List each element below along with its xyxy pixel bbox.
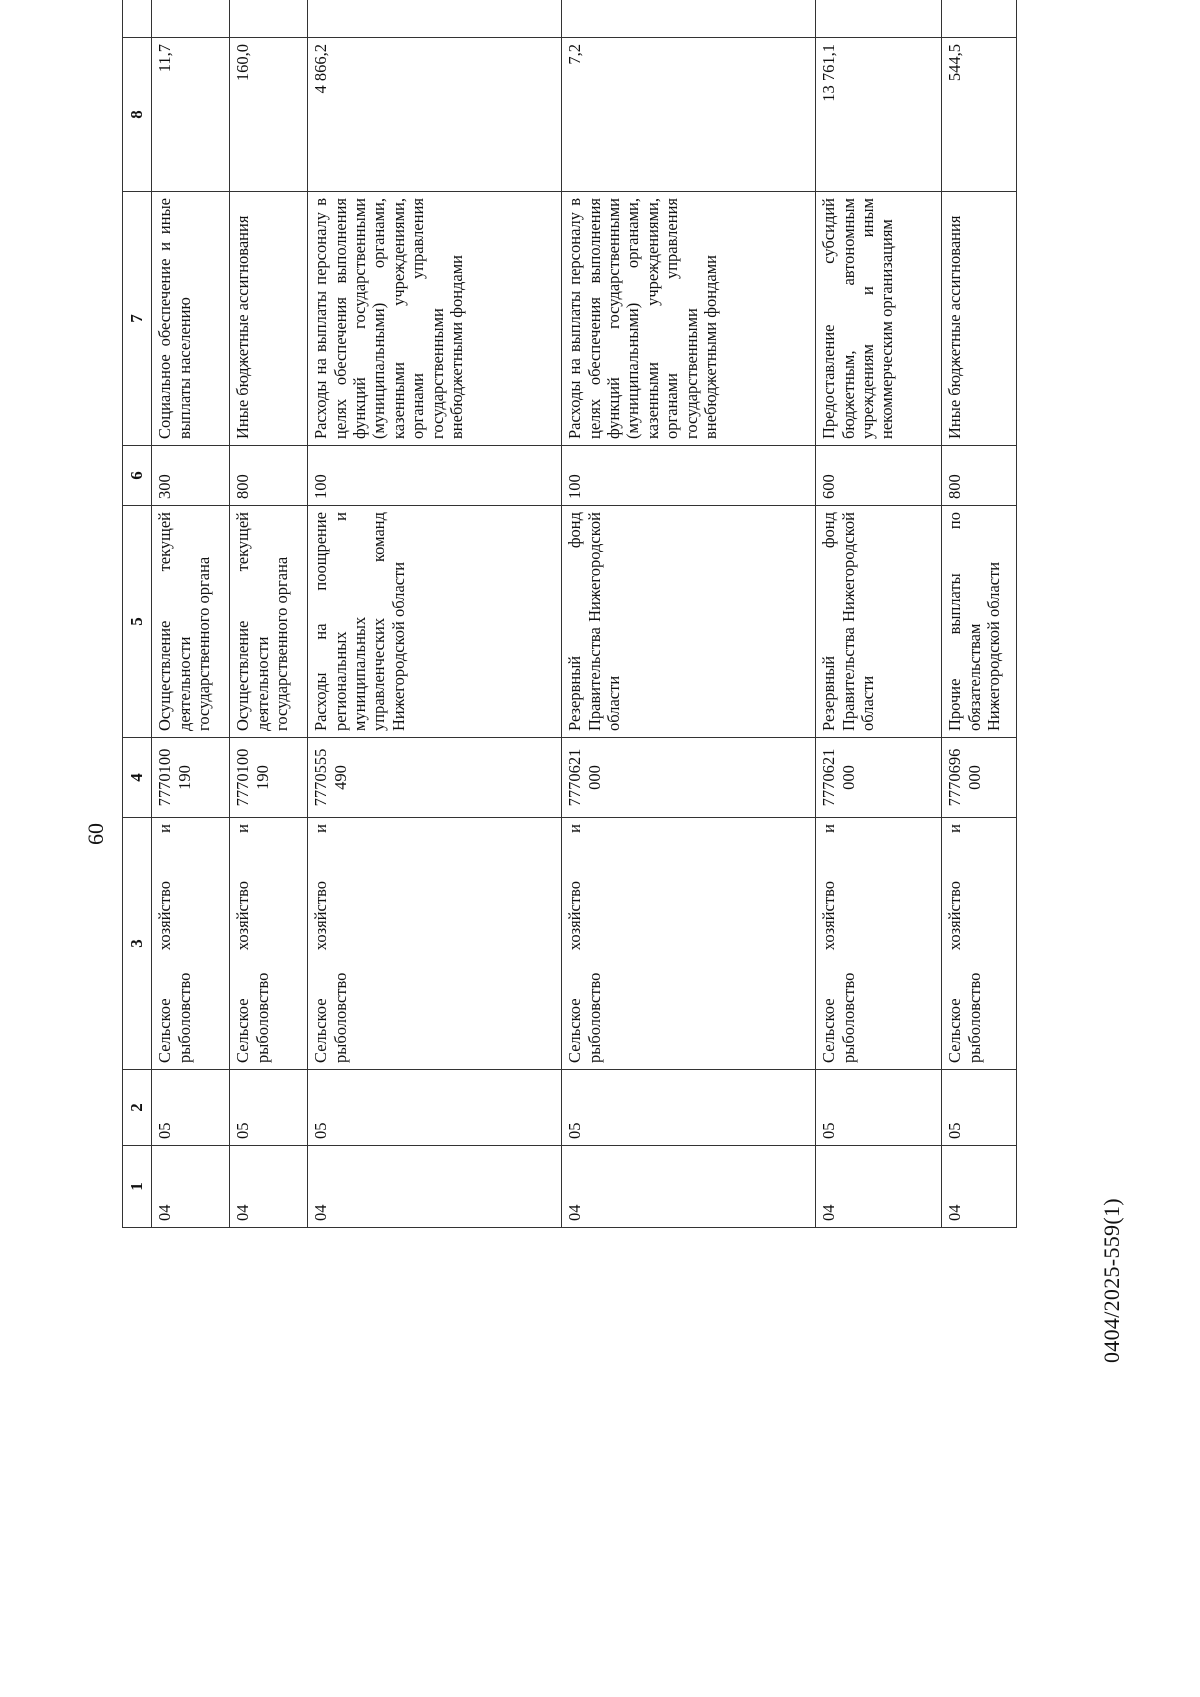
target-article-part1: 7770696 [945,748,965,807]
cell-article-name: Прочие выплаты по обязательствам Нижегородской области [942,506,1017,738]
page-number: 60 [83,823,108,845]
target-article-part2: 190 [174,765,194,790]
cell-article-name: Осуществление текущей деятельности государственного органа [152,506,230,738]
header-row [123,0,152,1228]
target-article-part1: 7770621 [819,748,839,807]
target-article-part1: 7770100 [155,748,175,807]
cell-planned: 4 866,2 [308,38,562,192]
cell-section-name: Сельское хозяйство и рыболовство [942,818,1017,1070]
budget-table-rotated [122,44,1100,1228]
header-col-3: 3 [123,818,152,1070]
cell-subsection: 05 [816,1070,942,1146]
table-row [308,0,562,1228]
cell-section: 04 [152,1146,230,1228]
cell-subsection: 05 [230,1070,308,1146]
cell-target-article [152,738,230,818]
cell-target-article [230,738,308,818]
cell-expense-type: 100 [308,446,562,506]
cell-section: 04 [230,1146,308,1228]
cell-section: 04 [562,1146,816,1228]
header-col-6: 6 [123,446,152,506]
cell-planned: 160,0 [230,38,308,192]
table-row [152,0,230,1228]
cell-section: 04 [308,1146,562,1228]
cell-article-name: Резервный фонд Правительства Нижегородской области [816,506,942,738]
cell-subsection: 05 [152,1070,230,1146]
target-article-part2: 490 [330,765,350,790]
cell-expense-type: 800 [942,446,1017,506]
target-article-part2: 000 [584,765,604,790]
header-col-2: 2 [123,1070,152,1146]
cell-expense-type-name: Иные бюджетные ассигнования [230,192,308,446]
target-article-part1: 7770100 [233,748,253,807]
cell-executed [230,0,308,38]
cell-expense-type-name: Предоставление субсидий бюджетным, автономным учреждениям и иным некоммерческим организациям [816,192,942,446]
cell-expense-type-name: Социальное обеспечение и иные выплаты населению [152,192,230,446]
cell-executed [816,0,942,38]
cell-section-name: Сельское хозяйство и рыболовство [308,818,562,1070]
cell-section: 04 [816,1146,942,1228]
cell-article-name: Резервный фонд Правительства Нижегородской области [562,506,816,738]
header-col-1: 1 [123,1146,152,1228]
cell-subsection: 05 [562,1070,816,1146]
document-code: 0404/2025-559(1) [1099,1198,1124,1363]
target-article-part1: 7770555 [311,748,331,807]
cell-article-name: Расходы на поощрение региональных и муниципальных управленческих команд Нижегородской области [308,506,562,738]
cell-expense-type: 600 [816,446,942,506]
table-row [230,0,308,1228]
cell-expense-type: 300 [152,446,230,506]
header-col-4: 4 [123,738,152,818]
cell-expense-type: 100 [562,446,816,506]
cell-target-article [942,738,1017,818]
budget-table [122,0,1017,1228]
cell-expense-type-name: Расходы на выплаты персоналу в целях обеспечения выполнения функций государственными (муниципальными) органами, казенными учреждениями, органами управления государственными внебюджетными фондами [562,192,816,446]
target-article-part1: 7770621 [565,748,585,807]
cell-section-name: Сельское хозяйство и рыболовство [562,818,816,1070]
cell-section: 04 [942,1146,1017,1228]
cell-subsection: 05 [942,1070,1017,1146]
cell-section-name: Сельское хозяйство и рыболовство [152,818,230,1070]
table-row [816,0,942,1228]
header-col-9 [123,0,152,38]
cell-planned: 11,7 [152,38,230,192]
cell-target-article [308,738,562,818]
cell-expense-type: 800 [230,446,308,506]
cell-target-article [816,738,942,818]
cell-executed [942,0,1017,38]
cell-executed [152,0,230,38]
header-col-7: 7 [123,192,152,446]
cell-planned: 7,2 [562,38,816,192]
cell-section-name: Сельское хозяйство и рыболовство [230,818,308,1070]
cell-section-name: Сельское хозяйство и рыболовство [816,818,942,1070]
cell-expense-type-name: Расходы на выплаты персоналу в целях обеспечения выполнения функций государственными (муниципальными) органами, казенными учреждениями, органами управления государственными внебюджетными фондами [308,192,562,446]
cell-planned: 544,5 [942,38,1017,192]
cell-article-name: Осуществление текущей деятельности государственного органа [230,506,308,738]
table-row [942,0,1017,1228]
target-article-part2: 000 [964,765,984,790]
cell-executed [308,0,562,38]
table-row [562,0,816,1228]
cell-executed [562,0,816,38]
cell-subsection: 05 [308,1070,562,1146]
target-article-part2: 000 [838,765,858,790]
header-col-5: 5 [123,506,152,738]
cell-planned: 13 761,1 [816,38,942,192]
header-col-8: 8 [123,38,152,192]
target-article-part2: 190 [252,765,272,790]
cell-target-article [562,738,816,818]
cell-expense-type-name: Иные бюджетные ассигнования [942,192,1017,446]
